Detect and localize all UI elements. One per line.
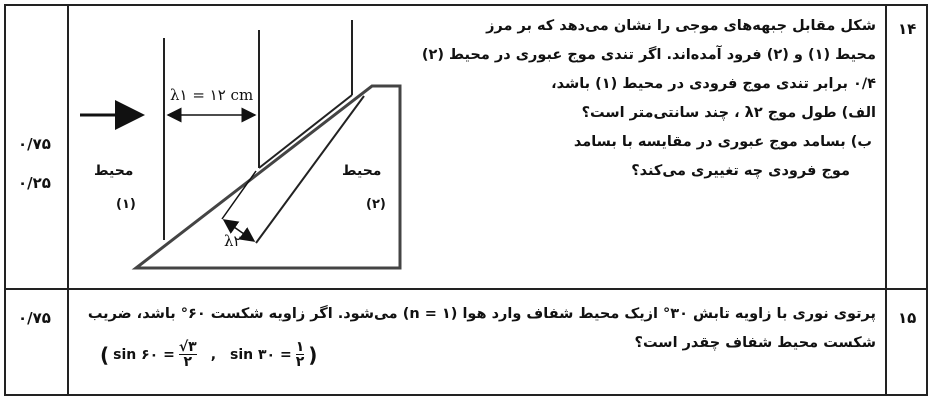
sin60-fraction [179,340,197,369]
q14-line-1: شکل مقابل جبهه‌های موجی را نشان می‌دهد که بر مرز [486,18,876,34]
q14-line-3: ۰/۴ برابر تندی موج فرودی در محیط (۱) باشد، [551,76,876,92]
q14-line-2: محیط (۱) و (۲) فرود آمده‌اند. اگر تندی موج عبوری در محیط (۲) [421,47,876,63]
q15-line-2: شکست محیط شفاف چقدر است؟ [634,335,876,351]
medium-1-label: محیط [94,163,134,179]
q14-line-5: ب) بسامد موج عبوری در مقایسه با بسامد [573,134,872,150]
question-number-14: ۱۴ [898,20,917,38]
lambda2-label: λ۲ [224,232,242,250]
q15-line-1: پرتوی نوری با زاویه تابش ۳۰° ازیک محیط شفاف وارد هوا (n = ۱) می‌شود. اگر زاویه شکست ۶۰° باشد، ضریب [87,306,876,322]
score-15: ۰/۷۵ [18,309,51,327]
lambda1-label: λ۱ = ۱۲ cm [170,86,254,104]
sin60-numerator: √۳ [178,339,197,355]
sin30-numerator: ۱ [295,339,305,355]
q14-line-6: موج فرودی چه تغییری می‌کند؟ [631,163,850,179]
score-14a: ۰/۷۵ [18,135,51,153]
question-number-15: ۱۵ [898,309,917,327]
formula-separator: , [210,346,217,363]
medium-1-number: (۱) [116,197,136,212]
medium-2-number: (۲) [366,197,386,212]
medium-2-label: محیط [342,163,382,179]
trig-hint [100,340,317,369]
lambda2-tick [222,171,256,219]
sin60-lhs: sin ۶۰ = [113,346,175,363]
score-14b: ۰/۲۵ [18,174,51,192]
formula-open-paren: ( [100,342,110,367]
sin30-fraction [296,340,305,369]
sin30-lhs: sin ۳۰ = [230,346,292,363]
sin60-denominator: ۲ [183,354,193,370]
q14-line-4: الف) طول موج λ۲ ، چند سانتی‌متر است؟ [581,105,876,121]
sin30-denominator: ۲ [295,354,305,370]
formula-close-paren: ) [308,342,318,367]
